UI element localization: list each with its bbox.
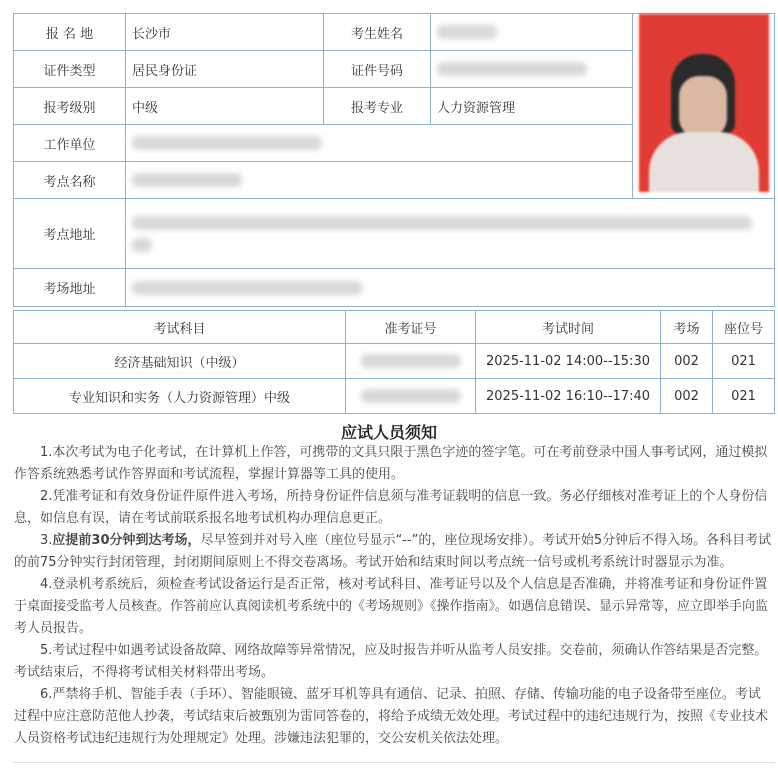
name-value (431, 14, 633, 51)
divider (13, 762, 775, 763)
reg-place-value: 长沙市 (126, 14, 324, 51)
level-value: 中级 (126, 88, 324, 125)
ticket-no (346, 379, 476, 414)
notice-item: 5.考试过程中如遇考试设备故障、网络故障等异常情况，应及时报告并听从监考人员安排。交卷前，须确认作答结果是否完整。考试结束后，不得将考试相关材料带出考场。 (14, 643, 768, 680)
site-name-label: 考点名称 (14, 162, 126, 199)
notice-item: 1.本次考试为电子化考试，在计算机上作答，可携带的文具只限于黑色字迹的签字笔。可在考前登录中国人事考试网，通过模拟作答系统熟悉考试作答界面和考试流程，掌握计算器等工具的使用。 (14, 445, 768, 482)
header-ticket: 准考证号 (346, 311, 476, 344)
notice-item: 6.严禁将手机、智能手表（手环）、智能眼镜、蓝牙耳机等具有通信、记录、拍照、存储、传输功能的电子设备带至座位。考试过程中应注意防范他人抄袭，考试结束后被甄别为雷同答卷的，将给予成绩无效处理。考试过程中的违纪违规行为，按照《专业技术人员资格考试违纪违规行为处理规定》处理。涉嫌违法犯罪的，交公安机关依法处理。 (14, 687, 769, 746)
table-row (14, 344, 775, 379)
site-addr-label: 考点地址 (14, 199, 126, 269)
notice-title: 应试人员须知 (340, 423, 437, 442)
major-label: 报考专业 (324, 88, 431, 125)
candidate-photo (633, 14, 775, 199)
room: 002 (661, 379, 713, 414)
room-addr-value (126, 269, 775, 307)
notice-item: 3.应提前30分钟到达考场，尽早签到并对号入座（座位号显示“--”的，座位现场安排）。考试开始5分钟后不得入场。各科目考试的前75分钟实行封闭管理，封闭期间原则上不得交卷离场。考试开始和结束时间以考点统一信号或机考系统计时器显示为准。 (14, 533, 772, 570)
header-subject: 考试科目 (14, 311, 346, 344)
id-no-value (431, 51, 633, 88)
notice-emphasis: 应提前30分钟到达考场， (52, 533, 201, 548)
header-room: 考场 (661, 311, 713, 344)
name-label: 考生姓名 (324, 14, 431, 51)
reg-place-label: 报 名 地 (14, 14, 126, 51)
exam-time: 2025-11-02 14:00--15:30 (476, 344, 661, 379)
id-no-label: 证件号码 (324, 51, 431, 88)
notice-item: 4.登录机考系统后，须检查考试设备运行是否正常，核对考试科目、准考证号以及个人信息是否准确，并将准考证和身份证件置于桌面接受监考人员核查。作答前应认真阅读机考系统中的《考场规则》《操作指南》。如遇信息错误、显示异常等，应立即举手向监考人员报告。 (14, 577, 769, 636)
table-row (14, 379, 775, 414)
room: 002 (661, 344, 713, 379)
site-addr-value (126, 199, 775, 269)
candidate-info-table (13, 13, 775, 307)
seat: 021 (713, 379, 775, 414)
employer-label: 工作单位 (14, 125, 126, 162)
ticket-no (346, 344, 476, 379)
employer-value (126, 125, 633, 162)
notice-list (14, 442, 772, 750)
subject: 经济基础知识（中级） (14, 344, 346, 379)
id-type-label: 证件类型 (14, 51, 126, 88)
notice-item: 2.凭准考证和有效身份证件原件进入考场，所持身份证件信息须与准考证载明的信息一致。务必仔细核对准考证上的个人身份信息，如信息有误，请在考试前联系报名地考试机构办理信息更正。 (14, 489, 768, 526)
subject: 专业知识和实务（人力资源管理）中级 (14, 379, 346, 414)
exam-time: 2025-11-02 16:10--17:40 (476, 379, 661, 414)
major-value: 人力资源管理 (431, 88, 633, 125)
room-addr-label: 考场地址 (14, 269, 126, 307)
level-label: 报考级别 (14, 88, 126, 125)
id-type-value: 居民身份证 (126, 51, 324, 88)
exam-schedule-table (13, 310, 775, 414)
header-time: 考试时间 (476, 311, 661, 344)
seat: 021 (713, 344, 775, 379)
site-name-value (126, 162, 633, 199)
header-seat: 座位号 (713, 311, 775, 344)
